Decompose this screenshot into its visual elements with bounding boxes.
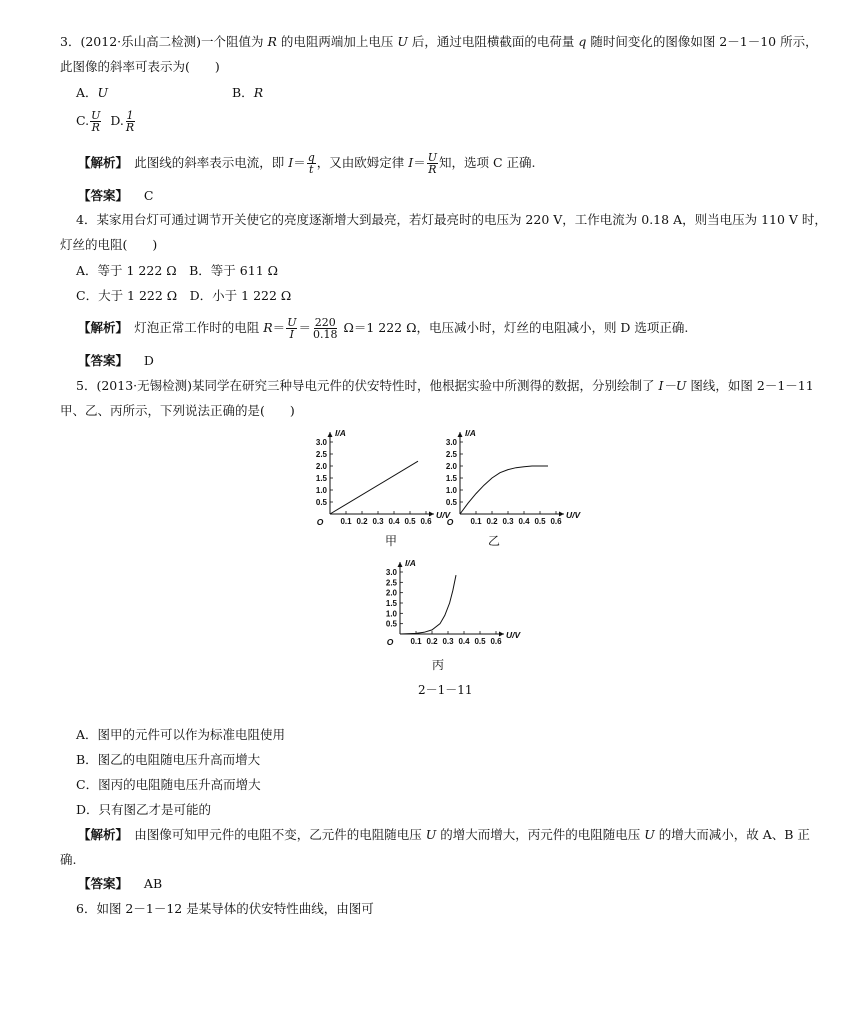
fraction: $\frac{U}{R}$ (427, 151, 437, 176)
y-tick-label: 1.5 (445, 474, 457, 483)
x-tick-label: 0.3 (442, 637, 454, 646)
y-tick-label: 0.5 (385, 619, 397, 629)
y-axis-arrow (398, 562, 403, 567)
x-tick-label: 0.3 (502, 517, 514, 526)
x-tick-label: 0.1 (410, 637, 422, 646)
x-tick-label: 0.3 (372, 517, 384, 526)
q3-option-b: B．R (232, 85, 264, 100)
q5-analysis-line2: 确. (60, 852, 77, 867)
q4-stem-line1: 4．某家用台灯可通过调节开关使它的亮度逐渐增大到最亮，若灯最亮时的电压为 220 V，工作电流为 0.18 A，则当电压为 110 V 时， (76, 212, 827, 227)
x-tick-label: 0.5 (534, 517, 546, 526)
q4-options-ab: A．等于 1 222 Ω B．等于 611 Ω (76, 263, 278, 278)
x-tick-label: 0.1 (470, 517, 482, 526)
fraction: $\frac{U}{R}$ (91, 109, 101, 134)
y-tick-label: 1.5 (385, 599, 397, 608)
fraction: $\frac{U}{I}$ (287, 316, 297, 341)
x-tick-label: 0.2 (486, 517, 498, 526)
x-tick-label: 0.4 (518, 517, 530, 526)
x-tick-label: 0.6 (490, 637, 502, 646)
q3-option-a: A．U (76, 85, 109, 100)
x-axis-arrow (559, 512, 564, 517)
q4-analysis: 【解析】 灯泡正常工作时的电阻 R＝ $\frac{U}{I}$ ＝ $\frac{220}{0.18}$ Ω＝1 222 Ω，电压减小时，灯丝的电阻减小，则 D 选项正确. (78, 316, 689, 341)
y-tick-label: 3.0 (385, 568, 397, 577)
y-tick-label: 0.5 (445, 498, 457, 507)
y-tick-label: 2.0 (445, 462, 457, 471)
fraction: $\frac{1}{R}$ (125, 109, 135, 134)
y-tick-label: 1.0 (445, 486, 457, 495)
x-tick-label: 0.5 (474, 637, 486, 646)
fraction: $\frac{220}{0.18}$ (312, 316, 338, 341)
x-axis-arrow (499, 632, 504, 637)
q6-stem: 6．如图 2－1－12 是某导体的伏安特性曲线，由图可 (76, 901, 374, 916)
q4-answer: 【答案】 D (78, 353, 154, 368)
q5-option-b: B．图乙的电阻随电压升高而增大 (76, 752, 261, 767)
y-axis-label: I/A (465, 428, 476, 438)
q5-answer: 【答案】 AB (78, 876, 163, 891)
origin-label: O (316, 517, 324, 527)
q5-stem-line2: 甲、乙、丙所示，下列说法正确的是( ) (60, 403, 295, 418)
y-tick-label: 2.5 (315, 450, 327, 459)
q4-stem-line2: 灯丝的电阻( ) (60, 237, 158, 252)
q3-stem-line2: 此图像的斜率可表示为( ) (60, 59, 220, 74)
y-axis-arrow (328, 432, 333, 437)
x-axis-label: U/V (436, 510, 451, 520)
origin-label: O (446, 517, 454, 527)
figure-yi (430, 418, 581, 530)
q5-analysis: 【解析】 由图像可知甲元件的电阻不变，乙元件的电阻随电压 U 的增大而增大，丙元件的电阻随电压 U 的增大而减小，故 A、B 正 (78, 827, 810, 842)
x-tick-label: 0.4 (458, 637, 470, 646)
x-tick-label: 0.6 (550, 517, 562, 526)
q5-option-d: D．只有图乙才是可能的 (76, 802, 212, 817)
q5-option-c: C．图丙的电阻随电压升高而增大 (76, 777, 261, 792)
y-tick-label: 3.0 (315, 438, 327, 447)
y-tick-label: 3.0 (445, 438, 457, 447)
figure-number: 2－1－11 (418, 683, 473, 697)
y-tick-label: 1.0 (385, 609, 397, 619)
origin-label: O (386, 637, 394, 647)
y-tick-label: 2.0 (385, 588, 397, 598)
x-tick-label: 0.5 (404, 517, 416, 526)
y-tick-label: 0.5 (315, 498, 327, 507)
figure-jia-caption: 甲 (385, 534, 398, 548)
figure-yi-caption: 乙 (488, 534, 501, 548)
q3-analysis: 【解析】 此图线的斜率表示电流，即 I＝ $\frac{q}{t}$ ，又由欧姆定律 I＝ $\frac{U}{R}$ 知，选项 C 正确. (78, 151, 536, 176)
y-tick-label: 2.5 (385, 578, 397, 588)
x-tick-label: 0.2 (356, 517, 368, 526)
q5-stem-line1: 5．(2013·无锡检测)某同学在研究三种导电元件的伏安特性时，他根据实验中所测得的数据，分别绘制了 I－U 图线，如图 2－1－11 (76, 378, 814, 393)
figure-bing (360, 558, 521, 650)
y-axis-label: I/A (405, 558, 416, 568)
iu-curve (400, 575, 456, 634)
y-tick-label: 1.5 (315, 474, 327, 483)
q5-option-a: A．图甲的元件可以作为标准电阻使用 (76, 727, 286, 742)
figure-jia (300, 418, 451, 530)
x-axis-label: U/V (566, 510, 581, 520)
x-tick-label: 0.6 (420, 517, 432, 526)
y-tick-label: 2.5 (445, 450, 457, 459)
q3-answer: 【答案】 C (78, 188, 154, 203)
y-tick-label: 1.0 (315, 486, 327, 495)
y-axis-label: I/A (335, 428, 346, 438)
y-tick-label: 2.0 (315, 462, 327, 471)
fraction: $\frac{q}{t}$ (307, 151, 315, 176)
q3-stem-line1: 3．(2012·乐山高二检测)一个阻值为 R 的电阻两端加上电压 U 后，通过电阻横截面的电荷量 q 随时间变化的图像如图 2－1－10 所示， (60, 34, 818, 49)
x-axis-label: U/V (506, 630, 521, 640)
iu-curve (330, 461, 418, 514)
x-tick-label: 0.2 (426, 637, 438, 646)
q3-options-cd: C. $\frac{U}{R}$ D. $\frac{1}{R}$ (76, 109, 135, 134)
q4-options-cd: C．大于 1 222 Ω D．小于 1 222 Ω (76, 288, 292, 303)
x-tick-label: 0.4 (388, 517, 400, 526)
figure-bing-caption: 丙 (432, 658, 445, 672)
x-tick-label: 0.1 (340, 517, 352, 526)
y-axis-arrow (458, 432, 463, 437)
iu-curve (460, 466, 548, 514)
